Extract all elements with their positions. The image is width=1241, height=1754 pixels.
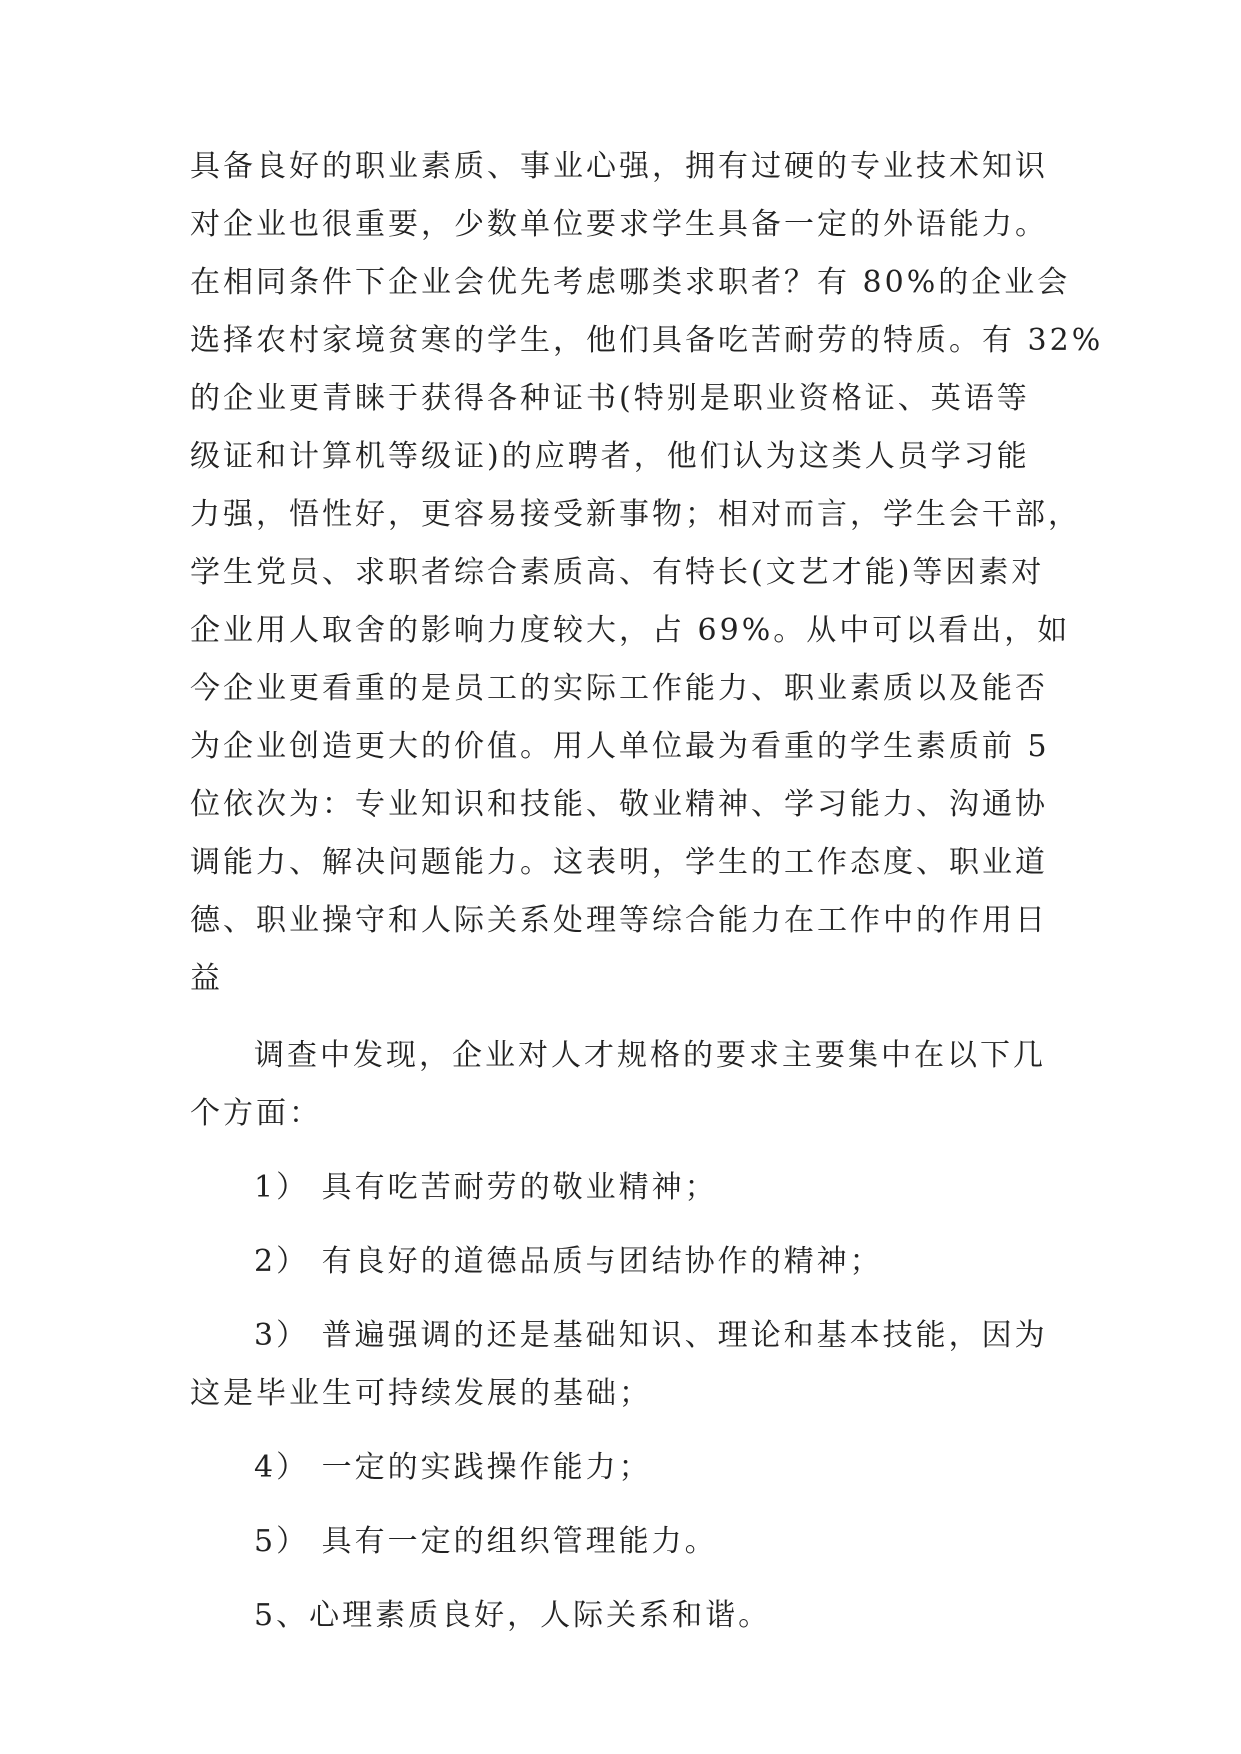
list-item-4: 4） 一定的实践操作能力； bbox=[254, 1450, 652, 1485]
paragraph-1-line-9: 企业用人取舍的影响力度较大，占 69%。从中可以看出，如 bbox=[190, 613, 1071, 648]
paragraph-2-line-2: 个方面： bbox=[190, 1096, 322, 1131]
paragraph-1-line-10: 今企业更看重的是员工的实际工作能力、职业素质以及能否 bbox=[190, 671, 1048, 706]
paragraph-1-line-8: 学生党员、求职者综合素质高、有特长(文艺才能)等因素对 bbox=[190, 555, 1045, 590]
paragraph-1-line-12: 位依次为：专业知识和技能、敬业精神、学习能力、沟通协 bbox=[190, 787, 1048, 822]
paragraph-1-line-1: 具备良好的职业素质、事业心强，拥有过硬的专业技术知识 bbox=[190, 149, 1048, 184]
list-item-3-line-1: 3） 普遍强调的还是基础知识、理论和基本技能，因为 bbox=[254, 1318, 1048, 1353]
paragraph-1-line-13: 调能力、解决问题能力。这表明，学生的工作态度、职业道 bbox=[190, 845, 1048, 880]
paragraph-2-line-1: 调查中发现，企业对人才规格的要求主要集中在以下几 bbox=[254, 1038, 1046, 1073]
paragraph-1-line-4: 选择农村家境贫寒的学生，他们具备吃苦耐劳的特质。有 32% bbox=[190, 323, 1104, 358]
paragraph-1-line-11: 为企业创造更大的价值。用人单位最为看重的学生素质前 5 bbox=[190, 729, 1050, 764]
paragraph-1-line-6: 级证和计算机等级证)的应聘者，他们认为这类人员学习能 bbox=[190, 439, 1030, 474]
list-item-1: 1） 具有吃苦耐劳的敬业精神； bbox=[254, 1170, 718, 1205]
paragraph-1-line-3: 在相同条件下企业会优先考虑哪类求职者？有 80%的企业会 bbox=[190, 265, 1071, 300]
list-item-2: 2） 有良好的道德品质与团结协作的精神； bbox=[254, 1244, 883, 1279]
paragraph-1-line-5: 的企业更青睐于获得各种证书(特别是职业资格证、英语等 bbox=[190, 381, 1030, 416]
paragraph-1-line-15: 益 bbox=[190, 961, 223, 996]
paragraph-1-line-14: 德、职业操守和人际关系处理等综合能力在工作中的作用日 bbox=[190, 903, 1048, 938]
paragraph-1-line-2: 对企业也很重要，少数单位要求学生具备一定的外语能力。 bbox=[190, 207, 1048, 242]
paragraph-1-line-7: 力强，悟性好，更容易接受新事物；相对而言，学生会干部， bbox=[190, 497, 1081, 532]
paragraph-3-line-1: 5、心理素质良好，人际关系和谐。 bbox=[254, 1598, 772, 1633]
list-item-5: 5） 具有一定的组织管理能力。 bbox=[254, 1524, 718, 1559]
list-item-3-line-2: 这是毕业生可持续发展的基础； bbox=[190, 1376, 652, 1411]
